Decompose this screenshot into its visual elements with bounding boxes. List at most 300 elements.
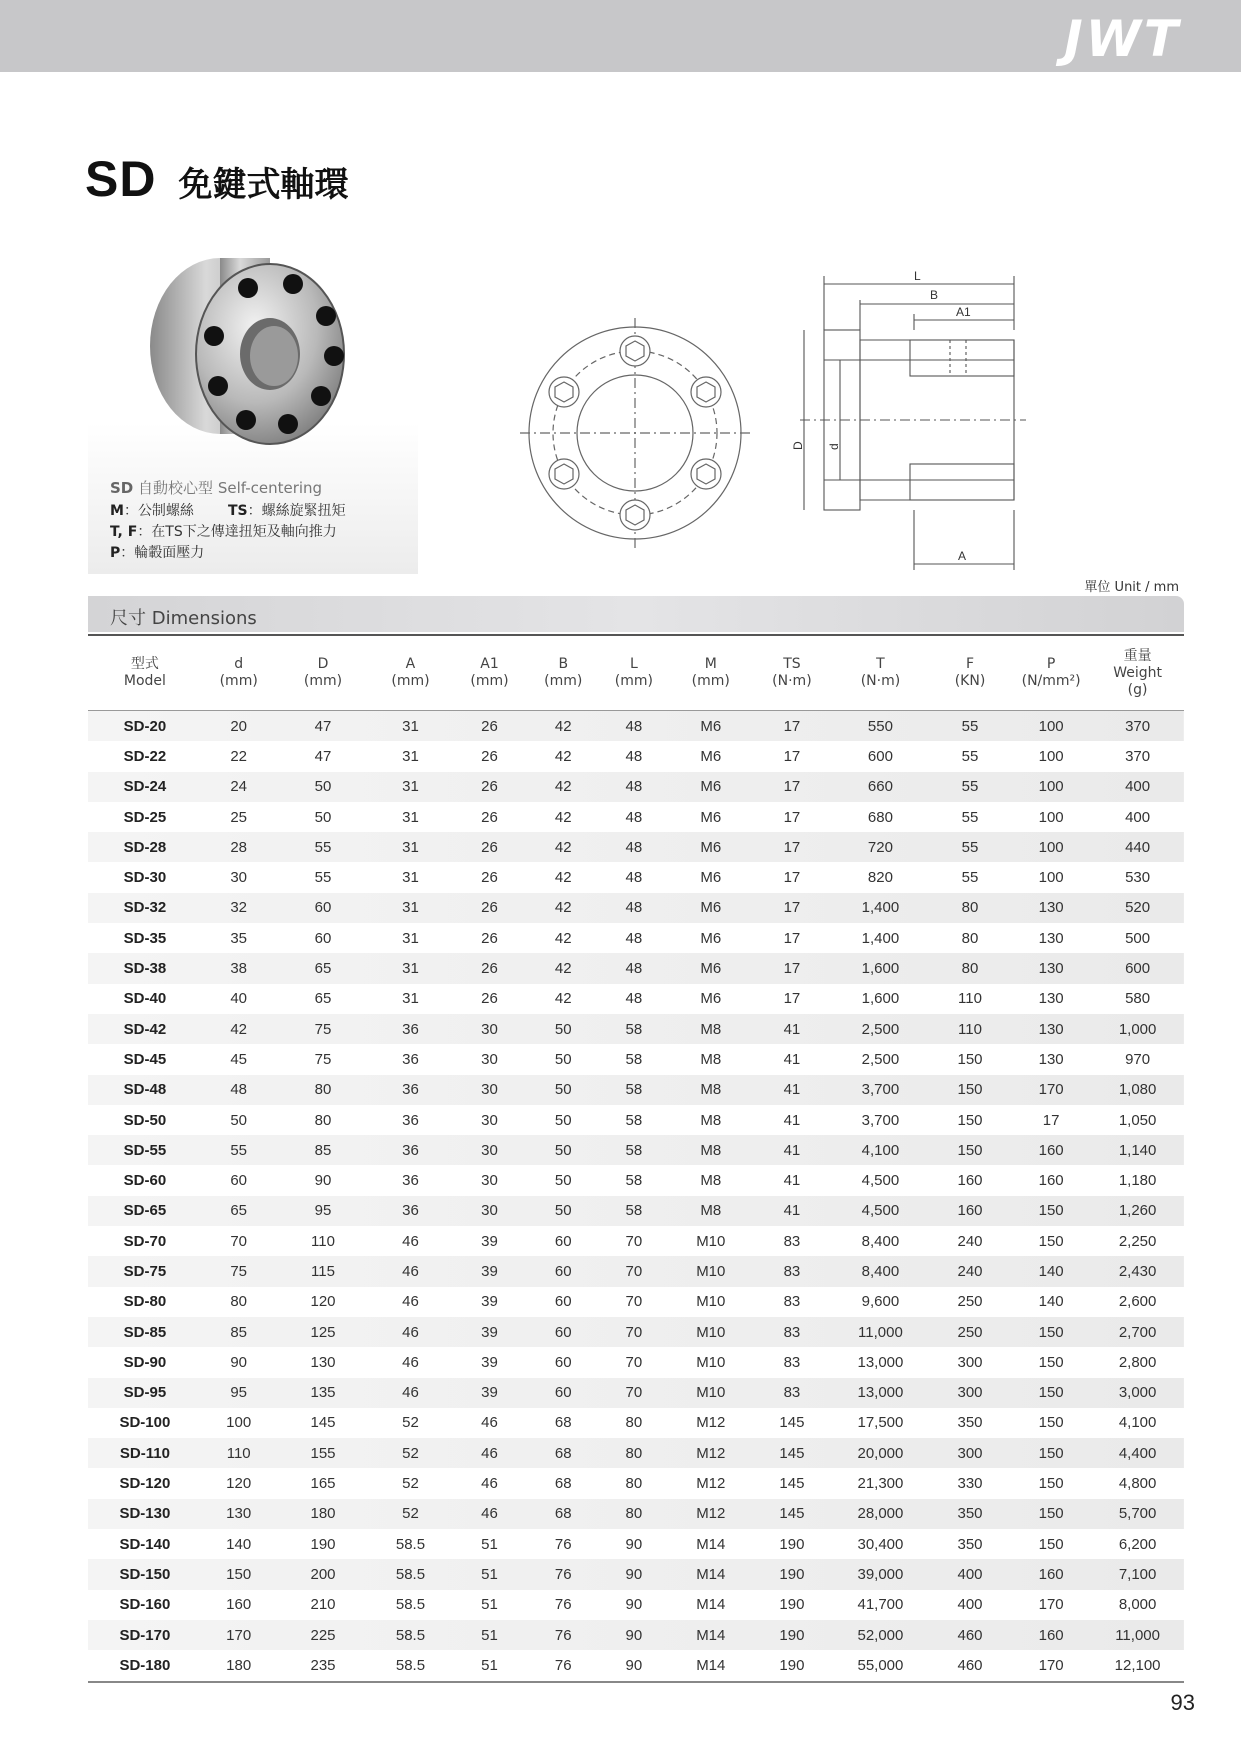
table-cell: 30: [481, 1050, 498, 1068]
table-cell: 17: [783, 960, 801, 978]
table-cell: 100: [226, 1414, 252, 1432]
table-cell: 145: [779, 1505, 805, 1523]
table-cell: 65: [230, 1202, 248, 1220]
table-cell: 210: [310, 1596, 336, 1614]
table-cell: M8: [700, 1172, 722, 1190]
page-title: [85, 150, 348, 208]
table-row: [88, 1165, 1184, 1195]
model-cell: SD-32: [123, 899, 167, 917]
table-cell: 3,000: [1118, 1384, 1157, 1402]
table-cell: 50: [554, 1050, 572, 1068]
table-cell: 110: [226, 1444, 251, 1462]
table-cell: 2,800: [1118, 1353, 1157, 1371]
table-cell: 39: [481, 1384, 498, 1402]
table-cell: 95: [230, 1384, 248, 1402]
table-cell: 48: [625, 838, 643, 856]
table-cell: M10: [696, 1232, 726, 1250]
table-cell: M8: [700, 1111, 722, 1129]
table-cell: 150: [1038, 1505, 1064, 1523]
table-cell: 150: [957, 1081, 983, 1099]
table-cell: 31: [402, 838, 419, 856]
table-cell: 80: [314, 1111, 332, 1129]
column-header-line: (mm): [219, 673, 258, 689]
table-cell: 150: [1038, 1475, 1064, 1493]
model-cell: SD-48: [123, 1081, 167, 1099]
table-cell: 90: [625, 1535, 643, 1553]
table-cell: 160: [1038, 1565, 1064, 1583]
dim-label-B: B: [930, 288, 939, 302]
table-cell: 350: [957, 1505, 983, 1523]
table-cell: 60: [554, 1384, 572, 1402]
table-cell: 60: [554, 1232, 572, 1250]
table-cell: 36: [402, 1081, 419, 1099]
table-cell: 48: [625, 717, 643, 735]
table-cell: 150: [1038, 1232, 1064, 1250]
table-cell: 250: [957, 1293, 983, 1311]
table-cell: 30: [481, 1020, 498, 1038]
table-cell: 155: [310, 1444, 336, 1462]
table-cell: 190: [752, 1650, 832, 1681]
table-cell: 12,100: [1091, 1650, 1184, 1681]
dim-label-A1: A1: [956, 305, 971, 319]
table-cell: 330: [957, 1475, 983, 1493]
table-cell: 160: [1038, 1626, 1064, 1644]
table-cell: 2,250: [1118, 1232, 1157, 1250]
table-cell: 140: [1038, 1262, 1064, 1280]
unit-note: 單位 Unit / mm: [1084, 580, 1179, 595]
table-cell: M6: [700, 869, 722, 887]
table-cell: 660: [867, 778, 893, 796]
table-cell: 32: [230, 899, 248, 917]
table-cell: 68: [554, 1414, 572, 1432]
column-header-line: P: [1046, 656, 1056, 672]
table-cell: 100: [1038, 747, 1064, 765]
header-bar: [0, 0, 1241, 72]
table-cell: 140: [226, 1535, 252, 1553]
table-cell: 55: [314, 838, 332, 856]
table-cell: 115: [311, 1262, 335, 1280]
table-cell: 55: [961, 778, 979, 796]
table-cell: 26: [481, 747, 498, 765]
table-cell: 46: [481, 1505, 498, 1523]
table-cell: M6: [700, 838, 722, 856]
column-header-line: D: [317, 656, 329, 672]
table-cell: 350: [957, 1535, 983, 1553]
table-cell: 150: [957, 1141, 983, 1159]
table-cell: 170: [1011, 1650, 1091, 1681]
table-cell: 145: [779, 1475, 805, 1493]
table-cell: 80: [625, 1475, 643, 1493]
dim-label-L: L: [914, 269, 921, 283]
table-cell: M6: [700, 899, 722, 917]
table-cell: 41: [783, 1050, 801, 1068]
column-header-line: Weight: [1113, 664, 1162, 681]
model-cell: SD-110: [119, 1444, 170, 1462]
front-view-drawing: [520, 318, 750, 548]
table-cell: 58.5: [395, 1596, 426, 1614]
table-cell: 300: [957, 1444, 983, 1462]
legend-text-p: 輪轂面壓力: [134, 545, 205, 561]
title-name: 免鍵式軸環: [178, 165, 349, 205]
table-row: [88, 1499, 1184, 1529]
table-cell: 400: [1125, 808, 1151, 826]
table-cell: 85: [230, 1323, 248, 1341]
table-cell: 110: [311, 1232, 335, 1250]
table-row: [88, 1014, 1184, 1044]
table-cell: 21,300: [857, 1475, 904, 1493]
table-cell: 17: [783, 747, 801, 765]
table-row: [88, 1287, 1184, 1317]
table-row: [88, 802, 1184, 832]
table-cell: 3,700: [861, 1111, 900, 1129]
table-cell: 680: [867, 808, 893, 826]
table-cell: 26: [481, 808, 498, 826]
table-cell: 42: [554, 960, 572, 978]
column-header-line: 型式: [130, 656, 159, 672]
table-cell: M8: [700, 1020, 722, 1038]
table-cell: 42: [554, 747, 572, 765]
table-cell: M14: [696, 1626, 726, 1644]
table-row: [88, 741, 1184, 771]
table-cell: 30: [481, 1141, 498, 1159]
table-cell: 30: [481, 1202, 498, 1220]
table-cell: 25: [230, 808, 248, 826]
table-cell: 68: [554, 1475, 572, 1493]
table-cell: 41,700: [857, 1596, 904, 1614]
table-cell: 60: [314, 899, 332, 917]
table-row: [88, 1408, 1184, 1438]
table-cell: 135: [310, 1384, 336, 1402]
column-header-line: (mm): [614, 673, 653, 689]
table-cell: 48: [230, 1081, 248, 1099]
table-cell: 42: [554, 838, 572, 856]
legend-key-ts: TS: [227, 503, 248, 519]
model-cell: SD-20: [123, 717, 167, 735]
table-cell: 600: [1125, 960, 1151, 978]
table-cell: M14: [696, 1596, 726, 1614]
table-cell: 4,100: [1118, 1414, 1157, 1432]
table-cell: 145: [310, 1414, 336, 1432]
table-cell: 4,100: [861, 1141, 900, 1159]
table-cell: 48: [625, 990, 643, 1008]
table-cell: 100: [1038, 838, 1064, 856]
table-cell: 70: [625, 1232, 643, 1250]
table-cell: M6: [700, 960, 722, 978]
table-cell: 50: [314, 808, 332, 826]
table-cell: 50: [554, 1081, 572, 1099]
model-cell: SD-35: [123, 929, 167, 947]
table-cell: 31: [402, 990, 419, 1008]
table-cell: 2,600: [1118, 1293, 1157, 1311]
model-cell: SD-70: [123, 1232, 167, 1250]
model-cell: SD-100: [119, 1414, 171, 1432]
model-cell: SD-180: [88, 1650, 202, 1681]
table-cell: M10: [696, 1353, 726, 1371]
table-cell: M6: [700, 717, 722, 735]
table-cell: 58: [625, 1202, 643, 1220]
table-cell: 46: [481, 1475, 498, 1493]
column-header: [752, 635, 832, 711]
table-cell: 41: [783, 1141, 801, 1159]
table-cell: 26: [481, 990, 498, 1008]
table-cell: 145: [779, 1444, 805, 1462]
legend-subtitle: [110, 478, 346, 499]
table-cell: 190: [779, 1626, 805, 1644]
table-cell: 3,700: [861, 1081, 900, 1099]
table-cell: 13,000: [857, 1353, 904, 1371]
table-cell: 150: [1038, 1444, 1064, 1462]
table-cell: 17: [783, 717, 801, 735]
table-cell: 150: [226, 1565, 252, 1583]
model-cell: SD-30: [123, 869, 167, 887]
table-cell: M12: [696, 1475, 726, 1493]
table-cell: 31: [402, 778, 419, 796]
table-cell: 100: [1038, 808, 1064, 826]
table-cell: 52,000: [857, 1626, 904, 1644]
table-cell: 165: [310, 1475, 336, 1493]
legend-line: M：公制螺絲 TS：螺絲旋緊扭矩: [110, 503, 346, 519]
table-cell: 30: [481, 1081, 498, 1099]
table-row: [88, 1438, 1184, 1468]
model-cell: SD-28: [123, 838, 167, 856]
table-cell: 42: [554, 778, 572, 796]
table-cell: M10: [696, 1323, 726, 1341]
column-header-line: Model: [123, 673, 166, 689]
table-cell: 80: [625, 1414, 643, 1432]
table-cell: 17: [783, 929, 801, 947]
table-cell: 50: [554, 1141, 572, 1159]
table-cell: 58: [625, 1172, 643, 1190]
table-cell: 4,500: [861, 1202, 900, 1220]
table-cell: 160: [957, 1202, 983, 1220]
model-cell: SD-24: [123, 778, 167, 796]
model-cell: SD-75: [123, 1262, 167, 1280]
table-row: [88, 711, 1184, 742]
table-cell: 76: [554, 1596, 572, 1614]
table-cell: 240: [957, 1232, 983, 1250]
table-row: [88, 832, 1184, 862]
table-cell: 370: [1125, 717, 1151, 735]
table-cell: 2,500: [861, 1020, 900, 1038]
table-cell: 150: [1038, 1384, 1064, 1402]
table-cell: M14: [696, 1535, 726, 1553]
table-row: [88, 923, 1184, 953]
column-header: [832, 635, 929, 711]
table-cell: 85: [314, 1141, 332, 1159]
table-cell: 70: [625, 1262, 643, 1280]
table-cell: 75: [314, 1050, 332, 1068]
table-cell: 2,430: [1118, 1262, 1157, 1280]
table-cell: 170: [1038, 1081, 1064, 1099]
table-cell: 31: [402, 869, 419, 887]
table-cell: 46: [402, 1323, 419, 1341]
table-cell: 26: [481, 960, 498, 978]
table-header-row: [88, 635, 1184, 711]
table-cell: 36: [402, 1141, 419, 1159]
table-cell: 6,200: [1118, 1535, 1157, 1553]
product-photo: [138, 246, 368, 476]
table-cell: 31: [402, 899, 419, 917]
table-cell: 50: [554, 1172, 572, 1190]
table-cell: 240: [957, 1262, 983, 1280]
table-cell: 41: [783, 1172, 801, 1190]
table-cell: M12: [696, 1414, 726, 1432]
table-row: [88, 1226, 1184, 1256]
table-cell: 22: [230, 747, 248, 765]
column-header: [276, 635, 371, 711]
table-cell: 90: [598, 1650, 670, 1681]
model-cell: SD-42: [123, 1020, 167, 1038]
table-cell: 17,500: [857, 1414, 904, 1432]
page-number: 93: [1170, 1690, 1195, 1715]
table-cell: 45: [230, 1050, 248, 1068]
table-cell: 550: [867, 717, 893, 735]
table-cell: 80: [961, 899, 979, 917]
column-header-line: (mm): [303, 673, 343, 689]
table-cell: 145: [779, 1414, 805, 1432]
table-cell: M14: [696, 1565, 726, 1583]
table-cell: 350: [957, 1414, 983, 1432]
table-cell: 58: [625, 1141, 643, 1159]
column-header: [1011, 635, 1091, 711]
dim-label-d: d: [827, 443, 841, 450]
table-cell: 31: [402, 747, 419, 765]
table-cell: 100: [1038, 778, 1064, 796]
table-cell: 160: [226, 1596, 252, 1614]
legend-text-tf: 在TS下之傳達扭矩及軸向推力: [151, 524, 337, 540]
table-row: [88, 1044, 1184, 1074]
table-cell: 26: [481, 778, 498, 796]
table-cell: 42: [554, 717, 572, 735]
table-row: [88, 1620, 1184, 1650]
table-cell: 17: [783, 778, 801, 796]
table-cell: 160: [1038, 1141, 1064, 1159]
table-cell: 110: [958, 1020, 982, 1038]
table-cell: 8,000: [1118, 1596, 1157, 1614]
table-cell: 39: [481, 1232, 498, 1250]
table-cell: 160: [957, 1172, 983, 1190]
model-cell: SD-38: [123, 960, 167, 978]
table-cell: 400: [957, 1565, 983, 1583]
table-cell: 150: [1038, 1202, 1064, 1220]
table-cell: 80: [961, 960, 979, 978]
table-cell: 51: [481, 1535, 498, 1553]
table-cell: 46: [481, 1444, 498, 1462]
legend-text-ts: 螺絲旋緊扭矩: [261, 503, 346, 519]
table-cell: 60: [554, 1293, 572, 1311]
model-cell: SD-80: [123, 1293, 167, 1311]
table-cell: 41: [783, 1202, 801, 1220]
table-cell: 58: [625, 1020, 643, 1038]
table-cell: 46: [402, 1262, 419, 1280]
table-cell: 55: [961, 838, 979, 856]
table-cell: 4,800: [1118, 1475, 1157, 1493]
table-cell: 36: [402, 1202, 419, 1220]
table-cell: 55: [961, 747, 979, 765]
model-cell: SD-25: [123, 808, 167, 826]
table-cell: 460: [929, 1650, 1011, 1681]
column-header-line: (KN): [954, 673, 986, 689]
table-cell: 46: [402, 1384, 419, 1402]
table-cell: 48: [625, 778, 643, 796]
table-cell: 130: [1038, 1020, 1064, 1038]
table-cell: 17: [783, 808, 801, 826]
table-cell: 51: [481, 1596, 498, 1614]
table-cell: 9,600: [861, 1293, 900, 1311]
table-row: [88, 1317, 1184, 1347]
table-cell: 58: [625, 1081, 643, 1099]
table-cell: 83: [783, 1232, 801, 1250]
model-cell: SD-50: [123, 1111, 167, 1129]
table-cell: 76: [554, 1535, 572, 1553]
table-cell: M6: [700, 747, 722, 765]
table-cell: 235: [276, 1650, 371, 1681]
model-cell: SD-95: [123, 1384, 167, 1402]
table-row: [88, 893, 1184, 923]
table-cell: 38: [230, 960, 248, 978]
table-cell: 120: [310, 1293, 336, 1311]
table-cell: 250: [957, 1323, 983, 1341]
table-cell: 190: [779, 1596, 805, 1614]
legend: [110, 478, 346, 564]
table-cell: M8: [700, 1202, 722, 1220]
table-cell: 970: [1125, 1050, 1151, 1068]
table-row: [88, 1105, 1184, 1135]
table-cell: 180: [202, 1650, 276, 1681]
table-cell: 7,100: [1118, 1565, 1157, 1583]
table-cell: 1,400: [861, 929, 900, 947]
table-cell: 76: [554, 1565, 572, 1583]
table-cell: 2,500: [861, 1050, 900, 1068]
table-cell: 58: [625, 1050, 643, 1068]
table-cell: 75: [314, 1020, 332, 1038]
model-cell: SD-55: [123, 1141, 167, 1159]
table-cell: M10: [696, 1384, 726, 1402]
legend-key-tf: T, F: [110, 524, 138, 540]
table-cell: 30: [481, 1111, 498, 1129]
table-cell: 50: [554, 1202, 572, 1220]
table-cell: 83: [783, 1262, 801, 1280]
table-cell: 39: [481, 1293, 498, 1311]
table-cell: 130: [310, 1353, 336, 1371]
table-cell: 46: [402, 1293, 419, 1311]
table-cell: 26: [481, 899, 498, 917]
table-cell: 51: [451, 1650, 529, 1681]
table-cell: 52: [402, 1414, 419, 1432]
table-cell: 110: [958, 990, 982, 1008]
column-header-line: TS: [783, 656, 801, 672]
table-row: [88, 1559, 1184, 1589]
table-cell: 41: [783, 1081, 801, 1099]
model-cell: SD-150: [119, 1565, 171, 1583]
legend-subtitle-text: 自動校心型 Self-centering: [138, 479, 323, 497]
table-cell: M6: [700, 990, 722, 1008]
table-cell: 26: [481, 869, 498, 887]
title-code: SD: [85, 151, 157, 207]
table-cell: 20,000: [857, 1444, 904, 1462]
table-cell: 26: [481, 929, 498, 947]
table-cell: 95: [314, 1202, 332, 1220]
table-cell: 600: [867, 747, 893, 765]
table-cell: 52: [402, 1505, 419, 1523]
table-cell: 520: [1125, 899, 1151, 917]
table-cell: 130: [1038, 990, 1064, 1008]
table-row: [88, 862, 1184, 892]
model-cell: SD-170: [119, 1626, 171, 1644]
table-row: [88, 1196, 1184, 1226]
table-cell: 130: [1038, 1050, 1064, 1068]
table-cell: 11,000: [858, 1323, 903, 1341]
